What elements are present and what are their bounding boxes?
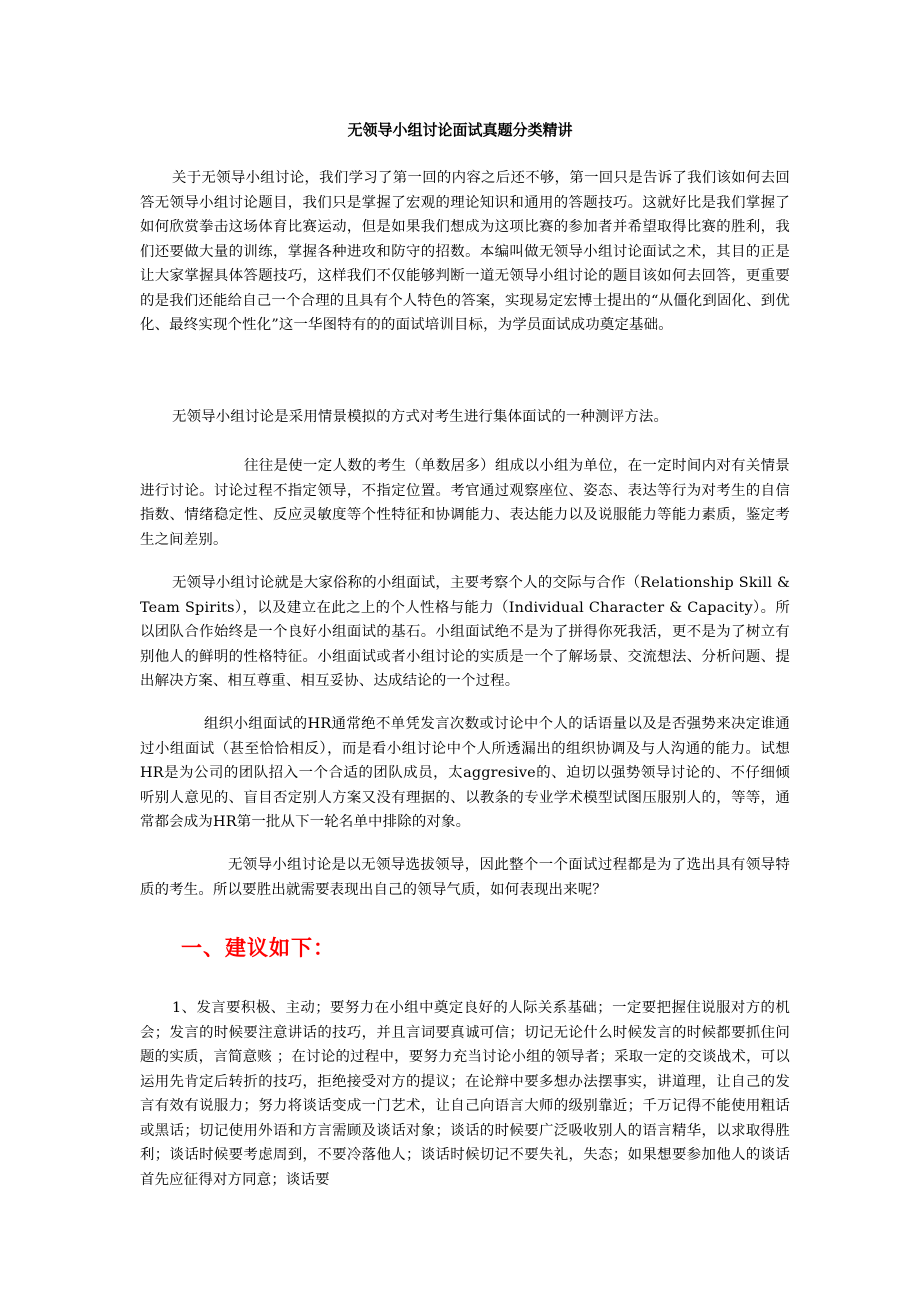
paragraph-definition: 无领导小组讨论是采用情景模拟的方式对考生进行集体面试的一种测评方法。: [172, 409, 669, 425]
paragraph-process: 往往是使一定人数的考生（单数居多）组成以小组为单位，在一定时间内对有关情景进行讨论。讨论过程不指定领导，不指定位置。考官通过观察座位、姿态、表达等行为对考生的自信指数、情绪稳定性、反应灵敏度等个性特征和协调能力、表达能力以及说服能力等能力素质，鉴定考生之间差别。: [140, 458, 790, 548]
document-title: 无领导小组讨论面试真题分类精讲: [347, 121, 573, 139]
paragraph-intro: 关于无领导小组讨论，我们学习了第一回的内容之后还不够，第一回只是告诉了我们该如何去回答无领导小组讨论题目，我们只是掌握了宏观的理论知识和通用的答题技巧。这就好比是我们掌握了如何欣赏拳击这场体育比赛运动，但是如果我们想成为这项比赛的参加者并希望取得比赛的胜利，我们还要做大量的训练，掌握各种进攻和防守的招数。本编叫做无领导小组讨论面试之术，其目的正是让大家掌握具体答题技巧，这样我们不仅能够判断一道无领导小组讨论的题目该如何去回答，更重要的是我们还能给自己一个合理的且具有个人特色的答案，实现易定宏博士提出的“从僵化到固化、到优化、最终实现个性化”这一华图特有的的面试培训目标，为学员面试成功奠定基础。: [140, 170, 790, 333]
paragraph-leadership: 无领导小组讨论是以无领导选拔领导，因此整个一个面试过程都是为了选出具有领导特质的考生。所以要胜出就需要表现出自己的领导气质，如何表现出来呢？: [140, 857, 790, 898]
paragraph-teamwork: 无领导小组讨论就是大家俗称的小组面试，主要考察个人的交际与合作（Relationship Skill & Team Spirits），以及建立在此之上的个人性格与能力（Individual Character & Capacity）。所以团队合作始终是一个良好小组面试的基石。小组面试绝不是为了拼得你死我活，更不是为了树立有别他人的鲜明的性格特征。小组面试或者小组讨论的实质是一个了解场景、交流想法、分析问题、提出解决方案、相互尊重、相互妥协、达成结论的一个过程。: [140, 575, 790, 689]
section-heading-suggestions: 一、建议如下：: [181, 936, 335, 960]
paragraph-suggestion-1: 1、发言要积极、主动；要努力在小组中奠定良好的人际关系基础；一定要把握住说服对方的机会；发言的时候要注意讲话的技巧，并且言词要真诚可信；切记无论什么时候发言的时候都要抓住问题的实质，言简意赅 ；在讨论的过程中，要努力充当讨论小组的领导者；采取一定的交谈战术，可以运用先肯定后转折的技巧，拒绝接受对方的提议；在论辩中要多想办法摆事实，讲道理，让自己的发言有效有说服力；努力将谈话变成一门艺术，让自己向语言大师的级别靠近；千万记得不能使用粗话或黑话；切记使用外语和方言需顾及谈话对象；谈话的时候要广泛吸收别人的语言精华，以求取得胜利；谈话时候要考虑周到，不要冷落他人；谈话时候切记不要失礼，失态；如果想要参加他人的谈话首先应征得对方同意；谈话要: [140, 1000, 790, 1188]
paragraph-hr-criteria: 组织小组面试的HR通常绝不单凭发言次数或讨论中个人的话语量以及是否强势来决定谁通过小组面试（甚至恰恰相反），而是看小组讨论中个人所透漏出的组织协调及与人沟通的能力。试想HR是为公司的团队招入一个合适的团队成员，太aggresive的、迫切以强势领导讨论的、不仔细倾听别人意见的、盲目否定别人方案又没有理据的、以教条的专业学术模型试图压服别人的，等等，通常都会成为HR第一批从下一轮名单中排除的对象。: [140, 716, 790, 830]
